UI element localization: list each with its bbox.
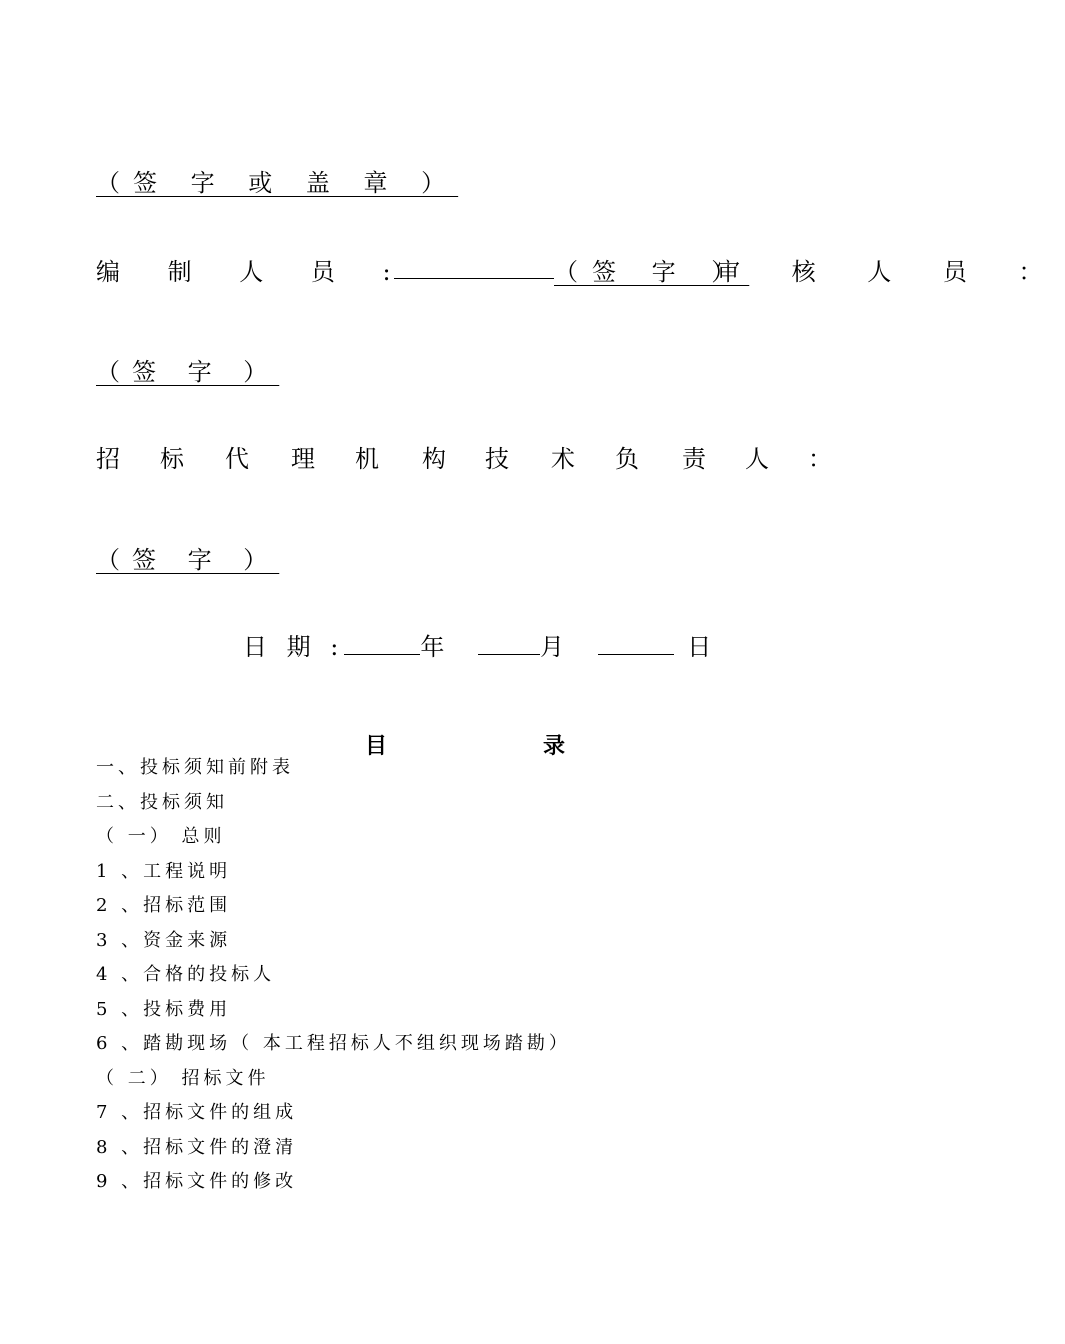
toc-item: 3 、资金来源 (96, 929, 232, 951)
tech-lead-char: 人 (745, 445, 769, 473)
toc-item: （ 一） 总则 (96, 826, 226, 847)
sign-or-seal-label: （签 字 或 盖 章 ） (96, 169, 459, 197)
toc-item: 7 、招标文件的组成 (96, 1102, 298, 1123)
toc-list (96, 756, 571, 1205)
toc-item: 8 、招标文件的澄清 (96, 1136, 298, 1158)
toc-item: 6 、踏勘现场（ 本工程招标人不组织现场踏勘） (96, 1033, 571, 1054)
toc-item: 二、投标须知 (96, 791, 228, 813)
tech-lead-char: 代 (225, 445, 249, 473)
tech-lead-char: 负 (615, 445, 639, 473)
tech-lead-sign-label: （签 字 ） (96, 546, 280, 574)
toc-item: （ 二） 招标文件 (96, 1067, 270, 1089)
reviewer-sign-label: （签 字 ） (96, 358, 280, 386)
toc-item: 2 、招标范围 (96, 895, 232, 916)
toc-item: 9 、招标文件的修改 (96, 1171, 298, 1192)
toc-item: 4 、合格的投标人 (96, 964, 276, 985)
tech-lead-char: 技 (485, 445, 509, 473)
toc-item: 一、投标须知前附表 (96, 757, 294, 778)
day-label: 日 (687, 633, 718, 661)
day-blank (598, 634, 674, 655)
month-blank (478, 634, 540, 655)
tech-lead-char: 理 (291, 445, 315, 473)
year-label: 年 (420, 633, 451, 661)
toc-title-part: 录 (543, 734, 566, 759)
tech-lead-char: 责 (682, 445, 706, 473)
tech-lead-row (96, 439, 832, 473)
tech-lead-char: 术 (551, 445, 575, 473)
tech-lead-char: 招 (96, 445, 120, 473)
toc-item: 1 、工程说明 (96, 860, 232, 882)
tech-lead-char: ： (808, 445, 832, 473)
year-blank (344, 634, 420, 655)
month-label: 月 (539, 633, 570, 661)
toc-item: 5 、投标费用 (96, 998, 232, 1020)
tech-lead-char: 标 (160, 445, 184, 473)
date-row (243, 627, 717, 662)
compiler-sign-label: （签 字 ） (554, 258, 750, 286)
compiler-label: 编 制 人 员 : (96, 258, 411, 286)
tech-lead-char: 机 (355, 445, 379, 473)
reviewer-label: 审 核 人 员 ： (716, 258, 1065, 286)
toc-title-part: 目 (365, 734, 388, 759)
tech-lead-char: 构 (422, 445, 446, 473)
date-label: 日 期 : (243, 633, 345, 661)
compiler-signature-blank (394, 252, 554, 279)
